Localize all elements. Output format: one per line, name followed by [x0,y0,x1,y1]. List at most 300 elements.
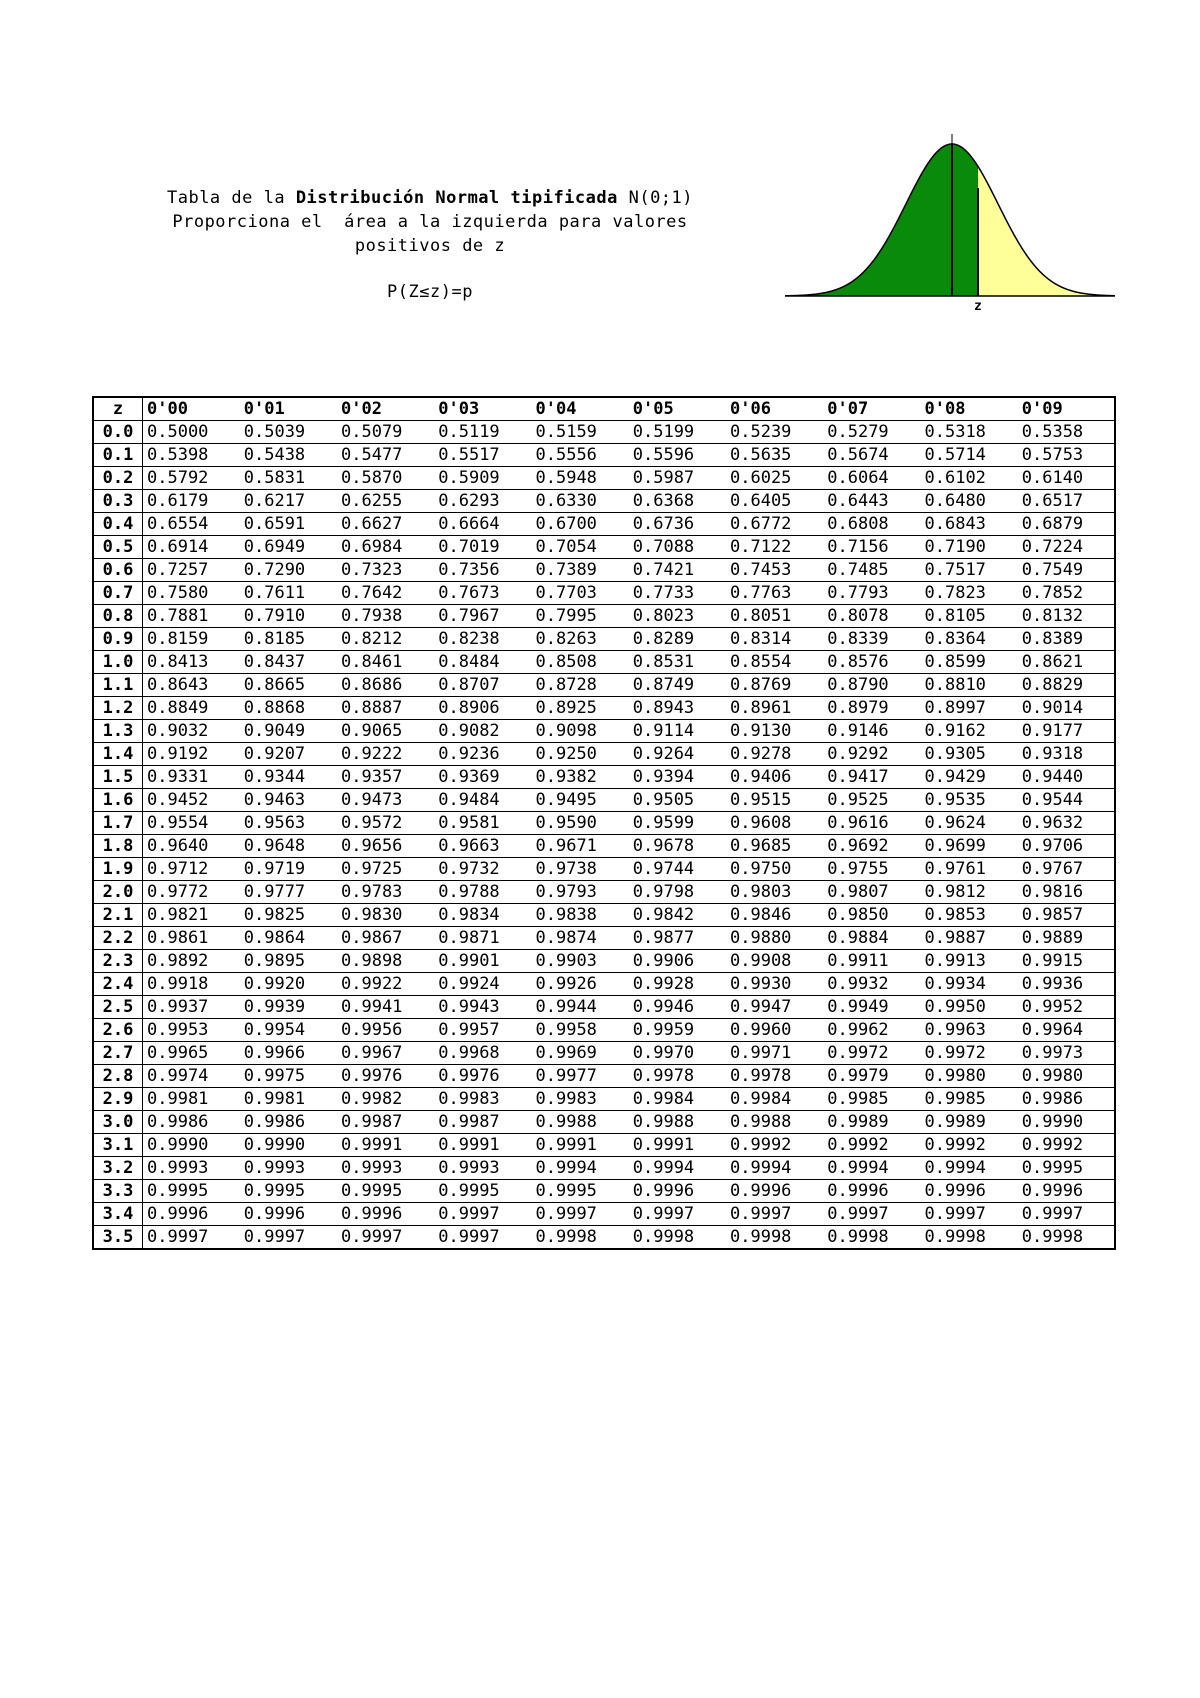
probability-cell: 0.9996 [726,1180,823,1203]
column-header: 0'04 [532,397,629,421]
probability-cell: 0.9913 [921,950,1018,973]
probability-cell: 0.8707 [434,674,531,697]
probability-cell: 0.7673 [434,582,531,605]
table-row [93,651,1115,674]
probability-cell: 0.6554 [143,513,240,536]
probability-cell: 0.9968 [434,1042,531,1065]
probability-cell: 0.9417 [823,766,920,789]
probability-cell: 0.9997 [240,1226,337,1250]
probability-cell: 0.9998 [921,1226,1018,1250]
probability-cell: 0.9706 [1018,835,1115,858]
probability-cell: 0.9877 [629,927,726,950]
probability-cell: 0.7910 [240,605,337,628]
probability-cell: 0.6480 [921,490,1018,513]
probability-cell: 0.7224 [1018,536,1115,559]
probability-cell: 0.9984 [726,1088,823,1111]
probability-cell: 0.9990 [1018,1111,1115,1134]
probability-cell: 0.9719 [240,858,337,881]
probability-cell: 0.9222 [337,743,434,766]
probability-cell: 0.5831 [240,467,337,490]
z-cell: 0.4 [93,513,143,536]
probability-cell: 0.8868 [240,697,337,720]
probability-cell: 0.9978 [726,1065,823,1088]
probability-cell: 0.7549 [1018,559,1115,582]
table-row [93,674,1115,697]
probability-cell: 0.9908 [726,950,823,973]
probability-cell: 0.9292 [823,743,920,766]
probability-cell: 0.9692 [823,835,920,858]
probability-cell: 0.5714 [921,444,1018,467]
probability-cell: 0.9998 [532,1226,629,1250]
z-cell: 2.0 [93,881,143,904]
z-cell: 0.1 [93,444,143,467]
z-cell: 2.3 [93,950,143,973]
probability-cell: 0.9098 [532,720,629,743]
probability-cell: 0.9014 [1018,697,1115,720]
probability-cell: 0.9971 [726,1042,823,1065]
column-header: 0'09 [1018,397,1115,421]
probability-cell: 0.7733 [629,582,726,605]
probability-cell: 0.9960 [726,1019,823,1042]
probability-cell: 0.9996 [143,1203,240,1226]
probability-cell: 0.9992 [1018,1134,1115,1157]
probability-cell: 0.9305 [921,743,1018,766]
probability-cell: 0.9452 [143,789,240,812]
probability-cell: 0.9989 [921,1111,1018,1134]
table-row [93,1019,1115,1042]
probability-cell: 0.9979 [823,1065,920,1088]
table-row [93,628,1115,651]
probability-cell: 0.9572 [337,812,434,835]
probability-cell: 0.6102 [921,467,1018,490]
probability-cell: 0.5079 [337,421,434,444]
probability-cell: 0.9996 [823,1180,920,1203]
probability-cell: 0.8906 [434,697,531,720]
probability-cell: 0.9972 [823,1042,920,1065]
probability-cell: 0.9648 [240,835,337,858]
probability-cell: 0.9505 [629,789,726,812]
probability-cell: 0.5318 [921,421,1018,444]
probability-cell: 0.5000 [143,421,240,444]
probability-cell: 0.9932 [823,973,920,996]
probability-cell: 0.9994 [823,1157,920,1180]
probability-cell: 0.9369 [434,766,531,789]
table-row [93,973,1115,996]
z-cell: 1.5 [93,766,143,789]
probability-cell: 0.9993 [143,1157,240,1180]
probability-cell: 0.9898 [337,950,434,973]
probability-cell: 0.7019 [434,536,531,559]
z-cell: 0.9 [93,628,143,651]
probability-cell: 0.9825 [240,904,337,927]
probability-cell: 0.9554 [143,812,240,835]
table-row [93,881,1115,904]
z-cell: 0.3 [93,490,143,513]
probability-cell: 0.8665 [240,674,337,697]
probability-cell: 0.9803 [726,881,823,904]
probability-cell: 0.9975 [240,1065,337,1088]
column-header: 0'06 [726,397,823,421]
probability-cell: 0.9394 [629,766,726,789]
probability-cell: 0.9981 [143,1088,240,1111]
z-cell: 2.1 [93,904,143,927]
probability-cell: 0.7156 [823,536,920,559]
probability-cell: 0.6984 [337,536,434,559]
probability-cell: 0.9957 [434,1019,531,1042]
probability-cell: 0.9357 [337,766,434,789]
probability-cell: 0.9278 [726,743,823,766]
z-cell: 2.9 [93,1088,143,1111]
probability-cell: 0.8461 [337,651,434,674]
probability-cell: 0.9964 [1018,1019,1115,1042]
probability-cell: 0.9950 [921,996,1018,1019]
probability-cell: 0.9901 [434,950,531,973]
probability-cell: 0.7356 [434,559,531,582]
probability-cell: 0.9918 [143,973,240,996]
z-cell: 2.6 [93,1019,143,1042]
probability-cell: 0.6293 [434,490,531,513]
probability-cell: 0.9965 [143,1042,240,1065]
table-row [93,812,1115,835]
probability-cell: 0.8364 [921,628,1018,651]
probability-cell: 0.6591 [240,513,337,536]
probability-cell: 0.8389 [1018,628,1115,651]
table-row [93,421,1115,444]
probability-cell: 0.6808 [823,513,920,536]
probability-cell: 0.9980 [921,1065,1018,1088]
z-cell: 1.0 [93,651,143,674]
z-cell: 2.4 [93,973,143,996]
probability-cell: 0.9943 [434,996,531,1019]
probability-cell: 0.9997 [726,1203,823,1226]
probability-cell: 0.6736 [629,513,726,536]
probability-cell: 0.5792 [143,467,240,490]
probability-cell: 0.9616 [823,812,920,835]
probability-cell: 0.9978 [629,1065,726,1088]
probability-cell: 0.9991 [434,1134,531,1157]
normal-curve-figure [775,128,1120,313]
probability-cell: 0.5987 [629,467,726,490]
probability-cell: 0.6879 [1018,513,1115,536]
probability-cell: 0.9581 [434,812,531,835]
probability-cell: 0.7793 [823,582,920,605]
probability-cell: 0.5753 [1018,444,1115,467]
probability-cell: 0.6255 [337,490,434,513]
probability-cell: 0.9997 [629,1203,726,1226]
probability-cell: 0.9992 [823,1134,920,1157]
probability-cell: 0.9264 [629,743,726,766]
probability-cell: 0.9331 [143,766,240,789]
probability-cell: 0.6627 [337,513,434,536]
probability-cell: 0.8790 [823,674,920,697]
probability-cell: 0.9988 [532,1111,629,1134]
probability-cell: 0.8314 [726,628,823,651]
column-header: 0'01 [240,397,337,421]
probability-cell: 0.8023 [629,605,726,628]
probability-cell: 0.5909 [434,467,531,490]
probability-cell: 0.9640 [143,835,240,858]
probability-cell: 0.9926 [532,973,629,996]
title-line-2: Proporciona el área a la izquierda para valores [172,212,688,232]
probability-cell: 0.9974 [143,1065,240,1088]
probability-cell: 0.6330 [532,490,629,513]
probability-cell: 0.9032 [143,720,240,743]
probability-cell: 0.8810 [921,674,1018,697]
left-area [785,144,978,296]
probability-cell: 0.9887 [921,927,1018,950]
probability-cell: 0.9632 [1018,812,1115,835]
probability-cell: 0.9980 [1018,1065,1115,1088]
table-row [93,858,1115,881]
z-cell: 1.7 [93,812,143,835]
probability-cell: 0.9895 [240,950,337,973]
table-row [93,1203,1115,1226]
probability-cell: 0.9997 [1018,1203,1115,1226]
z-cell: 0.8 [93,605,143,628]
table-row [93,950,1115,973]
probability-cell: 0.9944 [532,996,629,1019]
table-row [93,444,1115,467]
probability-cell: 0.7703 [532,582,629,605]
probability-cell: 0.9544 [1018,789,1115,812]
probability-cell: 0.9956 [337,1019,434,1042]
column-header: 0'08 [921,397,1018,421]
z-cell: 1.8 [93,835,143,858]
probability-cell: 0.8185 [240,628,337,651]
probability-cell: 0.9250 [532,743,629,766]
probability-cell: 0.8643 [143,674,240,697]
column-header: 0'07 [823,397,920,421]
probability-cell: 0.9906 [629,950,726,973]
probability-cell: 0.7190 [921,536,1018,559]
probability-cell: 0.8078 [823,605,920,628]
probability-cell: 0.9761 [921,858,1018,881]
probability-cell: 0.9114 [629,720,726,743]
probability-cell: 0.9861 [143,927,240,950]
table-row [93,789,1115,812]
table-row [93,1180,1115,1203]
probability-cell: 0.9744 [629,858,726,881]
probability-cell: 0.8238 [434,628,531,651]
probability-cell: 0.8212 [337,628,434,651]
probability-cell: 0.9946 [629,996,726,1019]
probability-cell: 0.9995 [337,1180,434,1203]
probability-cell: 0.9515 [726,789,823,812]
probability-cell: 0.9864 [240,927,337,950]
probability-cell: 0.9992 [726,1134,823,1157]
probability-cell: 0.9997 [143,1226,240,1250]
probability-cell: 0.9966 [240,1042,337,1065]
probability-cell: 0.8686 [337,674,434,697]
probability-cell: 0.5556 [532,444,629,467]
probability-cell: 0.8943 [629,697,726,720]
probability-cell: 0.9783 [337,881,434,904]
probability-cell: 0.9884 [823,927,920,950]
probability-cell: 0.9970 [629,1042,726,1065]
probability-cell: 0.9867 [337,927,434,950]
probability-cell: 0.9473 [337,789,434,812]
table-row [93,720,1115,743]
probability-cell: 0.9463 [240,789,337,812]
probability-cell: 0.8531 [629,651,726,674]
probability-cell: 0.8887 [337,697,434,720]
table-row [93,927,1115,950]
probability-cell: 0.7967 [434,605,531,628]
title-line-1 [120,186,740,210]
probability-cell: 0.8997 [921,697,1018,720]
probability-cell: 0.9344 [240,766,337,789]
probability-cell: 0.9939 [240,996,337,1019]
table-row [93,1111,1115,1134]
probability-cell: 0.9712 [143,858,240,881]
probability-cell: 0.9992 [921,1134,1018,1157]
z-cell: 1.9 [93,858,143,881]
table-row [93,467,1115,490]
probability-cell: 0.9656 [337,835,434,858]
probability-cell: 0.7852 [1018,582,1115,605]
probability-cell: 0.6179 [143,490,240,513]
probability-cell: 0.8339 [823,628,920,651]
probability-cell: 0.5358 [1018,421,1115,444]
table-row [93,1134,1115,1157]
header-row [93,397,1115,421]
z-cell: 3.0 [93,1111,143,1134]
table-row [93,904,1115,927]
probability-cell: 0.9994 [629,1157,726,1180]
probability-cell: 0.9983 [532,1088,629,1111]
probability-cell: 0.9996 [1018,1180,1115,1203]
probability-cell: 0.5948 [532,467,629,490]
column-header: 0'00 [143,397,240,421]
probability-cell: 0.9997 [532,1203,629,1226]
probability-cell: 0.9998 [629,1226,726,1250]
probability-cell: 0.9889 [1018,927,1115,950]
probability-cell: 0.9834 [434,904,531,927]
z-cell: 0.7 [93,582,143,605]
probability-cell: 0.9976 [337,1065,434,1088]
probability-cell: 0.8508 [532,651,629,674]
probability-cell: 0.9991 [532,1134,629,1157]
probability-cell: 0.9998 [726,1226,823,1250]
probability-cell: 0.9962 [823,1019,920,1042]
probability-cell: 0.9049 [240,720,337,743]
probability-cell: 0.9997 [337,1226,434,1250]
probability-cell: 0.5159 [532,421,629,444]
probability-cell: 0.9993 [337,1157,434,1180]
probability-cell: 0.8961 [726,697,823,720]
probability-cell: 0.9994 [726,1157,823,1180]
probability-cell: 0.9922 [337,973,434,996]
probability-cell: 0.5199 [629,421,726,444]
probability-cell: 0.8289 [629,628,726,651]
probability-cell: 0.7938 [337,605,434,628]
probability-cell: 0.9857 [1018,904,1115,927]
table-body [93,421,1115,1250]
probability-cell: 0.7642 [337,582,434,605]
probability-cell: 0.9981 [240,1088,337,1111]
probability-cell: 0.9958 [532,1019,629,1042]
probability-cell: 0.9484 [434,789,531,812]
probability-cell: 0.9924 [434,973,531,996]
z-cell: 3.4 [93,1203,143,1226]
probability-cell: 0.9984 [629,1088,726,1111]
probability-cell: 0.5517 [434,444,531,467]
probability-cell: 0.9853 [921,904,1018,927]
probability-cell: 0.6914 [143,536,240,559]
probability-cell: 0.5870 [337,467,434,490]
probability-cell: 0.6140 [1018,467,1115,490]
probability-cell: 0.9755 [823,858,920,881]
table-row [93,559,1115,582]
probability-cell: 0.7823 [921,582,1018,605]
probability-cell: 0.9599 [629,812,726,835]
probability-cell: 0.9535 [921,789,1018,812]
table-row [93,605,1115,628]
z-cell: 0.2 [93,467,143,490]
probability-cell: 0.9911 [823,950,920,973]
probability-cell: 0.6949 [240,536,337,559]
probability-cell: 0.9236 [434,743,531,766]
probability-cell: 0.7453 [726,559,823,582]
probability-cell: 0.9987 [434,1111,531,1134]
probability-cell: 0.9983 [434,1088,531,1111]
probability-cell: 0.9985 [921,1088,1018,1111]
probability-cell: 0.6025 [726,467,823,490]
probability-cell: 0.9990 [240,1134,337,1157]
probability-cell: 0.7122 [726,536,823,559]
probability-cell: 0.6064 [823,467,920,490]
probability-cell: 0.7389 [532,559,629,582]
probability-cell: 0.9994 [532,1157,629,1180]
probability-cell: 0.7611 [240,582,337,605]
probability-cell: 0.5239 [726,421,823,444]
probability-cell: 0.9671 [532,835,629,858]
column-header: 0'03 [434,397,531,421]
probability-cell: 0.9699 [921,835,1018,858]
probability-cell: 0.8576 [823,651,920,674]
probability-cell: 0.9986 [240,1111,337,1134]
probability-cell: 0.9920 [240,973,337,996]
z-cell: 1.4 [93,743,143,766]
probability-cell: 0.9998 [823,1226,920,1250]
probability-cell: 0.9986 [1018,1088,1115,1111]
z-cell: 3.1 [93,1134,143,1157]
probability-cell: 0.6772 [726,513,823,536]
z-cell: 3.2 [93,1157,143,1180]
probability-cell: 0.7323 [337,559,434,582]
probability-cell: 0.9995 [240,1180,337,1203]
probability-cell: 0.9563 [240,812,337,835]
probability-cell: 0.5438 [240,444,337,467]
probability-cell: 0.9988 [629,1111,726,1134]
probability-cell: 0.9816 [1018,881,1115,904]
probability-cell: 0.9947 [726,996,823,1019]
probability-cell: 0.8051 [726,605,823,628]
probability-cell: 0.9936 [1018,973,1115,996]
probability-cell: 0.9994 [921,1157,1018,1180]
probability-cell: 0.9880 [726,927,823,950]
probability-cell: 0.9207 [240,743,337,766]
z-cell: 2.5 [93,996,143,1019]
z-cell: 2.8 [93,1065,143,1088]
probability-cell: 0.6405 [726,490,823,513]
probability-cell: 0.7881 [143,605,240,628]
probability-cell: 0.8829 [1018,674,1115,697]
probability-cell: 0.6443 [823,490,920,513]
probability-cell: 0.9812 [921,881,1018,904]
table-row [93,743,1115,766]
title-pre: Tabla de la [166,188,296,208]
